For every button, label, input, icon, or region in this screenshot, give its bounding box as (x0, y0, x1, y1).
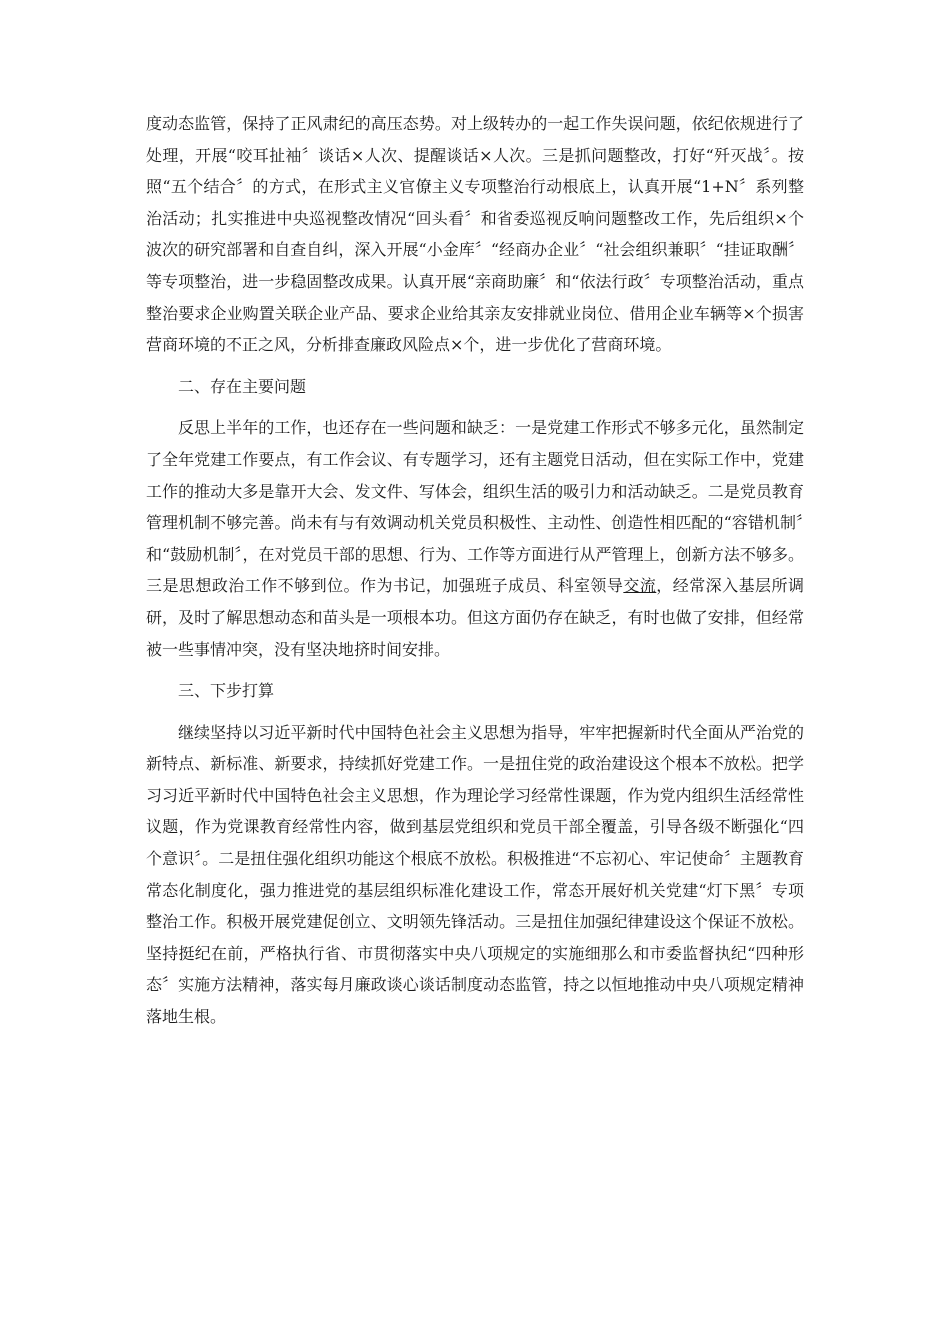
paragraph-problems-text-1: 反思上半年的工作，也还存在一些问题和缺乏：一是党建工作形式不够多元化，虽然制定了全年党建工作要点，有工作会议、有专题学习，还有主题党日活动，但在实际工作中，党建工作的推动大多是靠开大会、发文件、写体会，组织生活的吸引力和活动缺乏。二是党员教育管理机制不够完善。尚未有与有效调动机关党员积极性、主动性、创造性相匹配的“容错机制〞和“鼓励机制〞，在对党员干部的思想、行为、工作等方面进行从严管理上，创新方法不够多。三是思想政治工作不够到位。作为书记，加强班子成员、科室领导 (146, 418, 804, 596)
paragraph-work-summary: 度动态监管，保持了正风肃纪的高压态势。对上级转办的一起工作失误问题，依纪依规进行了处理，开展“咬耳扯袖〞谈话×人次、提醒谈话×人次。三是抓问题整改，打好“歼灭战〞。按照“五个结合〞的方式，在形式主义官僚主义专项整治行动根底上，认真开展“1+N〞系列整治活动；扎实推进中央巡视整改情况“回头看〞和省委巡视反响问题整改工作，先后组织×个波次的研究部署和自查自纠，深入开展“小金库〞“经商办企业〞“社会组织兼职〞“挂证取酬〞等专项整治，进一步稳固整改成果。认真开展“亲商助廉〞和“依法行政〞专项整治活动，重点整治要求企业购置关联企业产品、要求企业给其亲友安排就业岗位、借用企业车辆等×个损害营商环境的不正之风，分析排查廉政风险点×个，进一步优化了营商环境。 (146, 114, 804, 355)
paragraph-problems (146, 412, 804, 665)
link-exchange[interactable]: 交流 (623, 576, 657, 596)
paragraph-problems-text-2: ，经常深入基层所调研，及时了解思想动态和苗头是一项根本功。但这方面仍存在缺乏，有时也做了安排，但经常被一些事情冲突，没有坚决地挤时间安排。 (146, 576, 804, 659)
paragraph-next-steps: 继续坚持以习近平新时代中国特色社会主义思想为指导，牢牢把握新时代全面从严治党的新特点、新标准、新要求，持续抓好党建工作。一是扭住党的政治建设这个根本不放松。把学习习近平新时代中国特色社会主义思想，作为理论学习经常性课题，作为党内组织生活经常性议题，作为党课教育经常性内容，做到基层党组织和党员干部全覆盖，引导各级不断强化“四个意识〞。二是扭住强化组织功能这个根底不放松。积极推进“不忘初心、牢记使命〞主题教育常态化制度化，强力推进党的基层组织标准化建设工作，常态开展好机关党建“灯下黑〞专项整治工作。积极开展党建促创立、文明领先锋活动。三是扭住加强纪律建设这个保证不放松。坚持挺纪在前，严格执行省、市贯彻落实中央八项规定的实施细那么和市委监督执纪“四种形态〞实施方法精神，落实每月廉政谈心谈话制度动态监管，持之以恒地推动中央八项规定精神落地生根。 (146, 722, 804, 1027)
section-heading-problems: 二、存在主要问题 (178, 376, 307, 396)
section-heading-next-steps: 三、下步打算 (178, 681, 275, 701)
document-page (146, 108, 804, 1043)
